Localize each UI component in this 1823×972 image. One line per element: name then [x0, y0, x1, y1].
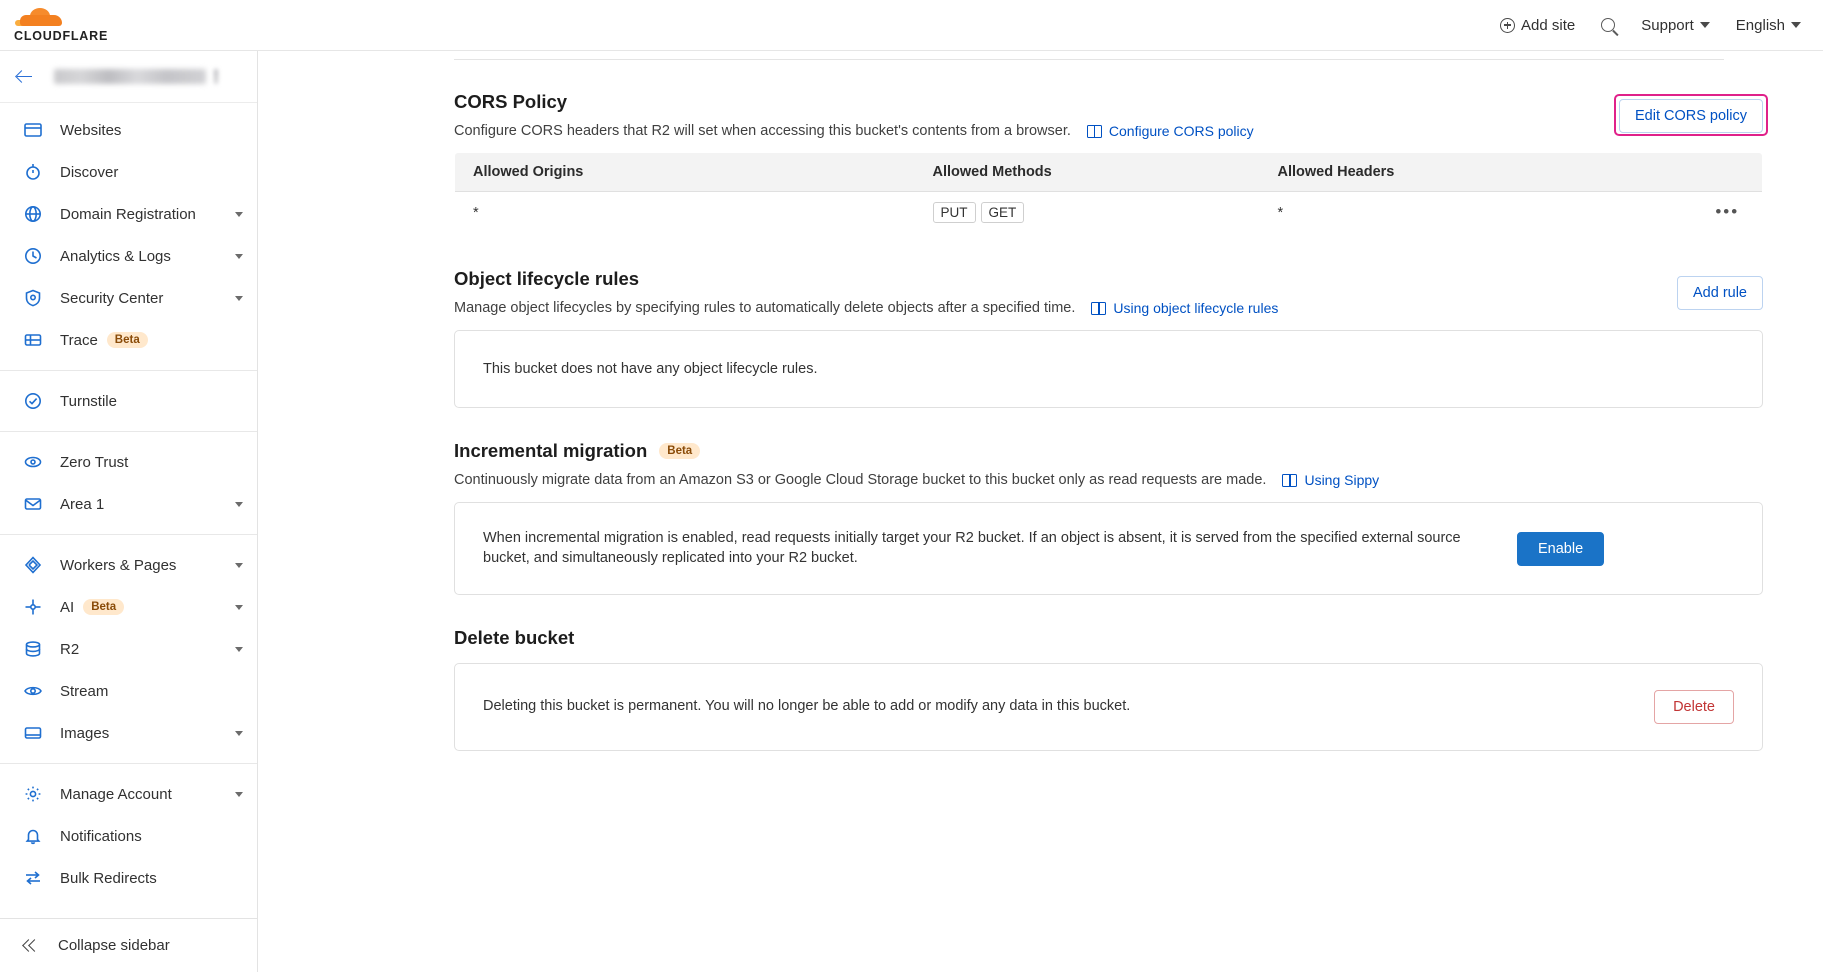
cors-rules-table: [454, 152, 1763, 234]
support-label: Support: [1641, 16, 1694, 34]
sidebar-item-label: Manage Account: [60, 785, 172, 803]
content-top-divider: [454, 59, 1724, 60]
trace-icon: [22, 329, 44, 351]
method-chip-get: GET: [981, 202, 1025, 223]
cloudflare-cloud-icon: [14, 7, 70, 29]
sidebar-item-label: Analytics & Logs: [60, 247, 171, 265]
delete-bucket-section: [454, 627, 1763, 751]
cloudflare-wordmark: CLOUDFLARE: [14, 29, 109, 44]
sidebar-item-turnstile[interactable]: [0, 380, 257, 422]
chevron-down-icon: [1700, 22, 1710, 28]
sidebar-item-label: Turnstile: [60, 392, 117, 410]
sidebar-item-area-1[interactable]: [0, 483, 257, 525]
bell-icon: [22, 825, 44, 847]
sidebar-item-notifications[interactable]: [0, 815, 257, 857]
language-label: English: [1735, 16, 1785, 34]
account-name-masked: [54, 69, 206, 84]
configure-cors-policy-link[interactable]: [1087, 123, 1254, 139]
incremental-migration-title: Incremental migration: [454, 440, 648, 461]
chevron-down-icon[interactable]: [235, 605, 243, 610]
table-row: [455, 192, 1763, 234]
globe-icon: [22, 203, 44, 225]
sidebar: [0, 51, 258, 972]
sidebar-divider: [0, 763, 257, 764]
sidebar-item-label: AI: [60, 598, 75, 616]
sidebar-item-bulk-redirects[interactable]: [0, 857, 257, 899]
sidebar-item-r2[interactable]: [0, 628, 257, 670]
shield-icon: [22, 287, 44, 309]
images-icon: [22, 722, 44, 744]
sidebar-item-label: Security Center: [60, 289, 164, 307]
sidebar-item-label: Discover: [60, 163, 119, 181]
workers-icon: [22, 554, 44, 576]
table-header-row: [455, 153, 1763, 192]
sidebar-item-label: Images: [60, 724, 110, 742]
search-icon: [1601, 18, 1615, 32]
cell-allowed-methods: [915, 192, 1260, 234]
chevron-down-icon[interactable]: [235, 254, 243, 259]
chevron-down-icon[interactable]: [235, 563, 243, 568]
using-object-lifecycle-rules-link[interactable]: [1091, 300, 1278, 316]
support-menu[interactable]: [1641, 17, 1710, 34]
configure-cors-policy-label: Configure CORS policy: [1108, 123, 1254, 139]
book-icon: [1087, 125, 1102, 138]
edit-cors-policy-button[interactable]: Edit CORS policy: [1619, 99, 1763, 133]
row-more-options-icon[interactable]: •••: [1715, 201, 1740, 221]
column-allowed-origins: Allowed Origins: [455, 153, 915, 192]
object-lifecycle-title: Object lifecycle rules: [454, 268, 640, 289]
book-icon: [1282, 474, 1297, 487]
double-chevron-left-icon: [22, 936, 42, 956]
sidebar-item-analytics-logs[interactable]: [0, 235, 257, 277]
column-allowed-methods: Allowed Methods: [915, 153, 1260, 192]
browser-icon: [22, 119, 44, 141]
chevron-down-icon: [1791, 22, 1801, 28]
beta-badge: Beta: [83, 599, 124, 615]
using-sippy-link[interactable]: [1282, 472, 1379, 488]
object-lifecycle-empty-panel: [454, 330, 1763, 408]
clock-icon: [22, 245, 44, 267]
sidebar-item-label: Domain Registration: [60, 205, 196, 223]
sidebar-item-images[interactable]: [0, 712, 257, 754]
beta-badge: Beta: [659, 443, 700, 459]
sidebar-divider: [0, 431, 257, 432]
column-allowed-headers: Allowed Headers: [1260, 153, 1693, 192]
chevron-down-icon[interactable]: [235, 731, 243, 736]
sidebar-item-trace[interactable]: [0, 319, 257, 361]
using-sippy-label: Using Sippy: [1304, 472, 1380, 488]
sidebar-item-discover[interactable]: [0, 151, 257, 193]
turnstile-icon: [22, 390, 44, 412]
account-menu-icon[interactable]: [214, 69, 218, 84]
add-site-label: Add site: [1521, 16, 1576, 34]
envelope-icon: [22, 493, 44, 515]
add-site-button[interactable]: [1500, 17, 1575, 34]
object-lifecycle-description: Manage object lifecycles by specifying rules to automatically delete objects after a specified time.: [454, 300, 1076, 316]
chevron-down-icon[interactable]: [235, 296, 243, 301]
column-actions: [1693, 153, 1763, 192]
incremental-migration-section: [454, 440, 1763, 595]
cell-allowed-headers: *: [1277, 204, 1284, 221]
cell-allowed-origins: *: [473, 204, 479, 221]
sidebar-divider: [0, 370, 257, 371]
using-object-lifecycle-rules-label: Using object lifecycle rules: [1113, 300, 1279, 316]
object-lifecycle-empty-text: This bucket does not have any object lifecycle rules.: [483, 361, 818, 377]
sidebar-item-label: Bulk Redirects: [60, 869, 157, 887]
chevron-down-icon[interactable]: [235, 212, 243, 217]
sidebar-item-label: Area 1: [60, 495, 105, 513]
delete-bucket-title: Delete bucket: [454, 627, 575, 649]
chevron-down-icon[interactable]: [235, 792, 243, 797]
ai-icon: [22, 596, 44, 618]
sidebar-item-label: Websites: [60, 121, 122, 139]
collapse-sidebar-button[interactable]: [0, 918, 258, 972]
sidebar-item-domain-registration[interactable]: [0, 193, 257, 235]
back-arrow-icon[interactable]: [14, 67, 34, 87]
sidebar-item-label: Stream: [60, 682, 109, 700]
object-lifecycle-section: [454, 268, 1763, 408]
method-chip-put: PUT: [933, 202, 976, 223]
book-icon: [1091, 302, 1106, 315]
delete-bucket-button[interactable]: Delete: [1654, 690, 1734, 724]
add-rule-button[interactable]: Add rule: [1677, 276, 1763, 310]
sidebar-item-label: R2: [60, 640, 80, 658]
sidebar-item-workers-pages[interactable]: [0, 544, 257, 586]
sidebar-item-ai[interactable]: [0, 586, 257, 628]
redirect-icon: [22, 867, 44, 889]
sidebar-item-websites[interactable]: [0, 109, 257, 151]
account-selector[interactable]: [0, 51, 257, 103]
sidebar-divider: [0, 534, 257, 535]
collapse-sidebar-label: Collapse sidebar: [58, 937, 170, 954]
zerotrust-icon: [22, 451, 44, 473]
plus-circle-icon: [1500, 18, 1515, 33]
cloudflare-logo[interactable]: [14, 7, 108, 43]
cors-policy-section: [454, 91, 1763, 234]
sidebar-item-stream[interactable]: [0, 670, 257, 712]
sidebar-nav: [0, 103, 257, 899]
chevron-down-icon[interactable]: [235, 502, 243, 507]
sidebar-item-label: Zero Trust: [60, 453, 129, 471]
sidebar-item-label: Workers & Pages: [60, 556, 177, 574]
cors-policy-description: Configure CORS headers that R2 will set when accessing this bucket's contents from a browser.: [454, 123, 1071, 139]
sidebar-item-label: Trace: [60, 331, 98, 349]
cell-row-actions: [1693, 192, 1763, 234]
stream-icon: [22, 680, 44, 702]
enable-migration-button[interactable]: Enable: [1517, 532, 1604, 566]
incremental-migration-description: Continuously migrate data from an Amazon S3 or Google Cloud Storage bucket to this bucket only as read requests are made.: [454, 472, 1267, 488]
main-content: [258, 51, 1823, 972]
beta-badge: Beta: [107, 332, 148, 348]
language-menu[interactable]: [1736, 17, 1801, 34]
sidebar-item-zero-trust[interactable]: [0, 441, 257, 483]
sidebar-item-label: Notifications: [60, 827, 142, 845]
compass-icon: [22, 161, 44, 183]
sidebar-item-security-center[interactable]: [0, 277, 257, 319]
delete-bucket-panel-text: Deleting this bucket is permanent. You will no longer be able to add or modify any data in this bucket.: [483, 698, 1131, 715]
delete-bucket-panel: [454, 663, 1763, 751]
chevron-down-icon[interactable]: [235, 647, 243, 652]
incremental-migration-panel: [454, 502, 1763, 595]
top-navigation-bar: [0, 0, 1823, 51]
database-icon: [22, 638, 44, 660]
sidebar-item-manage-account[interactable]: [0, 773, 257, 815]
search-button[interactable]: [1601, 18, 1615, 32]
gear-icon: [22, 783, 44, 805]
incremental-migration-panel-text: When incremental migration is enabled, read requests initially target your R2 bucket. If an object is absent, it is served from the specified external source bucket, and simultaneously replicated into your R2 bucket.: [483, 530, 1461, 566]
cors-policy-title: CORS Policy: [454, 91, 568, 112]
